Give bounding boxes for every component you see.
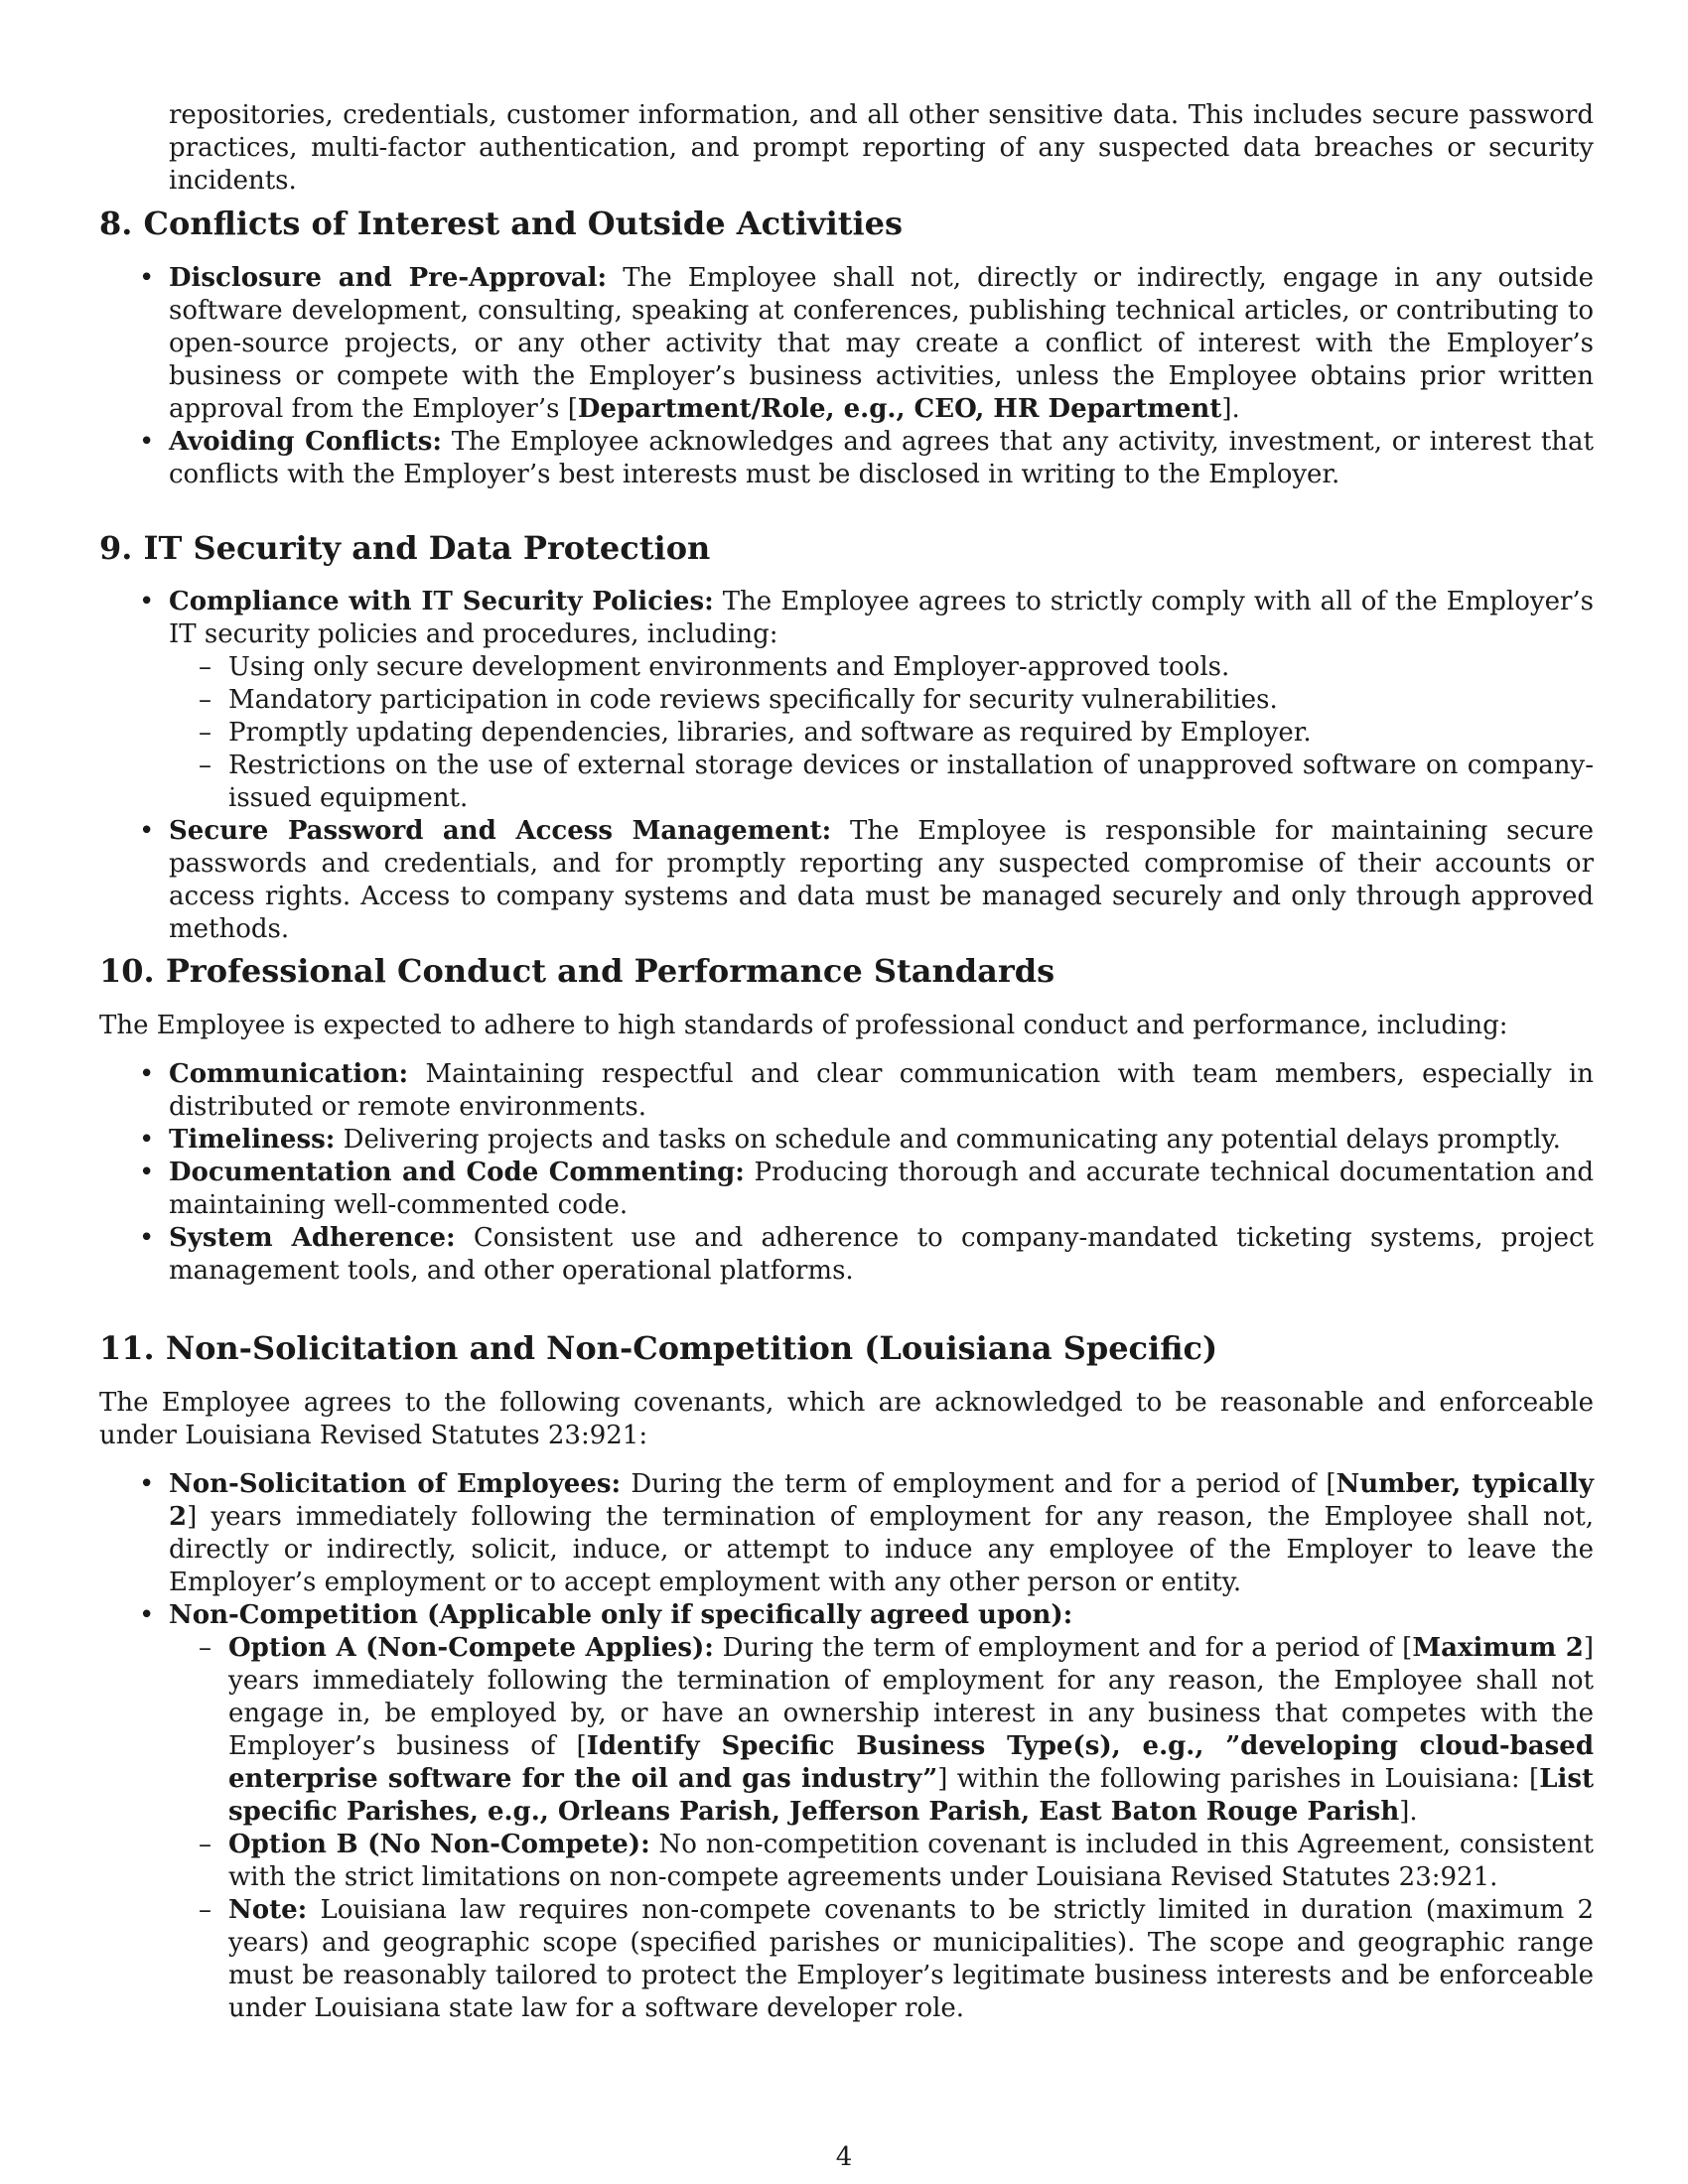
list-item bbox=[99, 426, 1594, 491]
sub-list-item bbox=[169, 651, 1594, 684]
bullet-text: Delivering projects and tasks on schedule and communicating any potential delays promptly. bbox=[335, 1125, 1561, 1155]
list-item bbox=[99, 1124, 1594, 1157]
bullet-label: Timeliness: bbox=[169, 1125, 336, 1155]
section-9-list bbox=[99, 586, 1594, 946]
list-item bbox=[99, 586, 1594, 815]
section-10-intro: The Employee is expected to adhere to high standards of professional conduct and performance, including: bbox=[99, 1011, 1508, 1040]
sub-item-text: Promptly updating dependencies, libraries, and software as required by Employer. bbox=[228, 718, 1312, 748]
sub-item-text: ] within the following parishes in Louisiana: [ bbox=[937, 1764, 1540, 1794]
bullet-icon: • bbox=[139, 263, 155, 293]
list-item bbox=[99, 815, 1594, 946]
dash-icon: – bbox=[199, 652, 211, 682]
bullet-text: The Employee agrees to strictly comply with all of the Employer’s IT security policies and procedures, including: bbox=[169, 587, 1595, 649]
list-item bbox=[99, 1058, 1594, 1124]
sub-item-text: Mandatory participation in code reviews specifically for security vulnerabilities. bbox=[228, 685, 1278, 715]
dash-icon: – bbox=[199, 751, 211, 780]
bullet-label: Disclosure and Pre-Approval: bbox=[169, 263, 608, 293]
sub-item-text: Using only secure development environments and Employer-approved tools. bbox=[228, 652, 1230, 682]
dash-icon: – bbox=[199, 1895, 211, 1925]
bullet-text: ]. bbox=[1221, 394, 1240, 424]
bullet-icon: • bbox=[139, 816, 155, 846]
section-11-list bbox=[99, 1468, 1594, 2025]
list-item bbox=[99, 1157, 1594, 1222]
bullet-text: The Employee acknowledges and agrees that any activity, investment, or interest that conflicts with the Employer’s best interests must be disclosed in writing to the Employer. bbox=[169, 427, 1594, 489]
placeholder-text: List specific Parishes, e.g., Orleans Parish, Jefferson Parish, East Baton Rouge Parish bbox=[228, 1764, 1594, 1827]
bullet-icon: • bbox=[139, 1125, 155, 1155]
bullet-label: Communication: bbox=[169, 1059, 409, 1089]
placeholder-text: Number, typically 2 bbox=[169, 1469, 1595, 1532]
bullet-text: ] years immediately following the termination of employment for any reason, the Employee shall not, directly or indirectly, solicit, induce, or attempt to induce any employee of the Employer to leave the Employer’s employment or to accept employment with any other person or entity. bbox=[169, 1502, 1594, 1597]
bullet-icon: • bbox=[139, 1600, 155, 1630]
dash-icon: – bbox=[199, 1633, 211, 1663]
placeholder-text: Identify Specific Business Type(s), e.g., ”developing cloud-based enterprise software for the oil and gas industry” bbox=[228, 1731, 1594, 1794]
sub-list-item bbox=[169, 717, 1594, 750]
sub-list bbox=[169, 1632, 1594, 2025]
note-label: Note: bbox=[228, 1895, 308, 1925]
bullet-text: Consistent use and adherence to company-mandated ticketing systems, project management tools, and other operational platforms. bbox=[169, 1223, 1594, 1286]
bullet-label: Avoiding Conflicts: bbox=[169, 427, 442, 457]
dash-icon: – bbox=[199, 718, 211, 748]
sub-item-text: ]. bbox=[1399, 1797, 1418, 1827]
option-label: Option A (Non-Compete Applies): bbox=[228, 1633, 714, 1663]
bullet-label: Compliance with IT Security Policies: bbox=[169, 587, 714, 616]
sub-list-item bbox=[169, 1829, 1594, 1894]
bullet-icon: • bbox=[139, 1469, 155, 1499]
continuation-paragraph: repositories, credentials, customer information, and all other sensitive data. This includes secure password practices, multi-factor authentication, and prompt reporting of any suspected data breaches or security incidents. bbox=[169, 100, 1594, 196]
section-11-intro: The Employee agrees to the following covenants, which are acknowledged to be reasonable and enforceable under Louisiana Revised Statutes 23:921: bbox=[99, 1388, 1594, 1450]
sub-item-text: Restrictions on the use of external storage devices or installation of unapproved software on company-issued equipment. bbox=[228, 751, 1594, 813]
list-item bbox=[99, 1599, 1594, 2025]
bullet-label: Secure Password and Access Management: bbox=[169, 816, 832, 846]
placeholder-text: Department/Role, e.g., CEO, HR Department bbox=[577, 394, 1222, 424]
sub-item-text: Louisiana law requires non-compete covenants to be strictly limited in duration (maximum 2 years) and geographic scope (specified parishes or municipalities). The scope and geographic range must be reasonably tailored to protect the Employer’s legitimate business interests and be enforceable under Louisiana state law for a software developer role. bbox=[228, 1895, 1594, 2023]
bullet-label: Non-Competition (Applicable only if specifically agreed upon): bbox=[169, 1600, 1073, 1630]
list-item bbox=[99, 1222, 1594, 1288]
page-number: 4 bbox=[835, 2142, 853, 2172]
sub-list-item bbox=[169, 684, 1594, 717]
section-9-heading: 9. IT Security and Data Protection bbox=[99, 529, 711, 567]
bullet-label: Non-Solicitation of Employees: bbox=[169, 1469, 622, 1499]
bullet-icon: • bbox=[139, 1223, 155, 1253]
bullet-label: Documentation and Code Commenting: bbox=[169, 1158, 745, 1187]
sub-list-item bbox=[169, 750, 1594, 815]
list-item bbox=[99, 262, 1594, 426]
bullet-text: The Employee is responsible for maintaining secure passwords and credentials, and for promptly reporting any suspected compromise of their accounts or access rights. Access to company systems and data must be managed securely and only through approved methods. bbox=[169, 816, 1594, 944]
dash-icon: – bbox=[199, 685, 211, 715]
bullet-label: System Adherence: bbox=[169, 1223, 456, 1253]
bullet-icon: • bbox=[139, 587, 155, 616]
sub-item-text: During the term of employment and for a period of [ bbox=[713, 1633, 1413, 1663]
dash-icon: – bbox=[199, 1830, 211, 1859]
sub-list bbox=[169, 651, 1594, 815]
section-10-list bbox=[99, 1058, 1594, 1288]
bullet-text: The Employee shall not, directly or indirectly, engage in any outside software development, consulting, speaking at conferences, publishing technical articles, or contributing to open-source projects, or any other activity that may create a conflict of interest with the Employer’s business or compete with the Employer’s business activities, unless the Employee obtains prior written approval from the Employer’s [ bbox=[169, 263, 1594, 424]
placeholder-text: Maximum 2 bbox=[1412, 1633, 1584, 1663]
sub-list-item bbox=[169, 1894, 1594, 2025]
bullet-text: Producing thorough and accurate technical documentation and maintaining well-commented code. bbox=[169, 1158, 1594, 1220]
section-8-list bbox=[99, 262, 1594, 491]
bullet-icon: • bbox=[139, 1059, 155, 1089]
section-10-heading: 10. Professional Conduct and Performance Standards bbox=[99, 952, 1055, 990]
section-8-heading: 8. Conflicts of Interest and Outside Activities bbox=[99, 205, 904, 242]
bullet-text: During the term of employment and for a period of [ bbox=[621, 1469, 1336, 1499]
sub-item-text: ] years immediately following the termination of employment for any reason, the Employee shall not engage in, be employed by, or have an ownership interest in any business that competes with the Employer’s business of [ bbox=[228, 1633, 1594, 1761]
list-item bbox=[99, 1468, 1594, 1599]
option-label: Option B (No Non-Compete): bbox=[228, 1830, 650, 1859]
bullet-text: Maintaining respectful and clear communication with team members, especially in distributed or remote environments. bbox=[169, 1059, 1594, 1122]
sub-item-text: No non-competition covenant is included in this Agreement, consistent with the strict limitations on non-compete agreements under Louisiana Revised Statutes 23:921. bbox=[228, 1830, 1594, 1892]
bullet-icon: • bbox=[139, 1158, 155, 1187]
sub-list-item bbox=[169, 1632, 1594, 1829]
section-11-heading: 11. Non-Solicitation and Non-Competition (Louisiana Specific) bbox=[99, 1329, 1218, 1367]
bullet-icon: • bbox=[139, 427, 155, 457]
